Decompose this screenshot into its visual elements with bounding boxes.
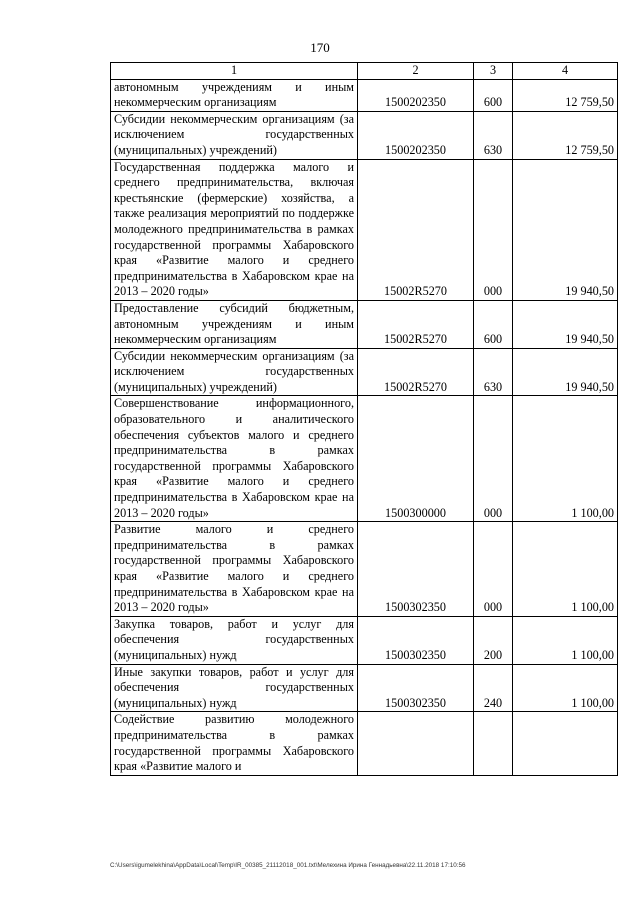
row-code: 1500202350 (358, 79, 474, 111)
row-vr: 200 (474, 616, 513, 664)
table-row (111, 300, 618, 348)
page-number: 170 (310, 40, 330, 55)
row-code: 15002R5270 (358, 159, 474, 300)
row-name: Субсидии некоммерческим организациям (за исключением государственных (муниципальных) учреждений) (111, 111, 358, 159)
row-amount: 19 940,50 (513, 159, 618, 300)
column-header-code: 2 (358, 63, 474, 80)
table-row (111, 111, 618, 159)
row-name: Государственная поддержка малого и среднего предпринимательства, включая крестьянские (фермерские) хозяйства, а также реализация мероприятий по поддержке молодежного предпринимательства в рамках государственной программы Хабаровского края «Развитие малого и среднего предпринимательства в Хабаровском крае на 2013 – 2020 годы» (111, 159, 358, 300)
table-header-row (111, 63, 618, 80)
row-name: Предоставление субсидий бюджетным, автономным учреждениям и иным некоммерческим организациям (111, 300, 358, 348)
table-row (111, 79, 618, 111)
column-header-amount: 4 (513, 63, 618, 80)
row-name: Закупка товаров, работ и услуг для обеспечения государственных (муниципальных) нужд (111, 616, 358, 664)
row-code: 15002R5270 (358, 300, 474, 348)
row-vr: 000 (474, 522, 513, 617)
row-amount: 1 100,00 (513, 664, 618, 712)
table-row (111, 664, 618, 712)
table-row (111, 712, 618, 775)
row-vr (474, 712, 513, 775)
row-name: Иные закупки товаров, работ и услуг для обеспечения государственных (муниципальных) нужд (111, 664, 358, 712)
row-amount: 1 100,00 (513, 396, 618, 522)
table-row (111, 348, 618, 396)
row-amount (513, 712, 618, 775)
row-vr: 630 (474, 348, 513, 396)
row-amount: 19 940,50 (513, 300, 618, 348)
row-code: 1500300000 (358, 396, 474, 522)
row-amount: 1 100,00 (513, 522, 618, 617)
table-row (111, 396, 618, 522)
row-name: Содействие развитию молодежного предпринимательства в рамках государственной программы Хабаровского края «Развитие малого и (111, 712, 358, 775)
row-name: автономным учреждениям и иным некоммерческим организациям (111, 79, 358, 111)
row-name: Субсидии некоммерческим организациям (за исключением государственных (муниципальных) учреждений) (111, 348, 358, 396)
row-amount: 19 940,50 (513, 348, 618, 396)
row-vr: 600 (474, 79, 513, 111)
table-row (111, 522, 618, 617)
row-code (358, 712, 474, 775)
row-name: Развитие малого и среднего предпринимательства в рамках государственной программы Хабаровского края «Развитие малого и среднего предпринимательства в Хабаровском крае на 2013 – 2020 годы» (111, 522, 358, 617)
row-code: 1500302350 (358, 664, 474, 712)
row-vr: 240 (474, 664, 513, 712)
document-footer-path: C:\Users\igumelekhina\AppData\Local\Temp\IR_00385_21112018_001.txt\Мелехина Ирина Геннадьевна\22.11.2018 17:10:56 (110, 862, 466, 869)
row-amount: 12 759,50 (513, 79, 618, 111)
row-vr: 600 (474, 300, 513, 348)
row-vr: 000 (474, 396, 513, 522)
row-amount: 1 100,00 (513, 616, 618, 664)
row-name: Совершенствование информационного, образовательного и аналитического обеспечения субъектов малого и среднего предпринимательства в рамках государственной программы Хабаровского края «Развитие малого и среднего предпринимательства в Хабаровском крае на 2013 – 2020 годы» (111, 396, 358, 522)
row-vr: 000 (474, 159, 513, 300)
row-code: 15002R5270 (358, 348, 474, 396)
table-row (111, 616, 618, 664)
row-code: 1500202350 (358, 111, 474, 159)
row-amount: 12 759,50 (513, 111, 618, 159)
budget-table (110, 62, 618, 776)
row-code: 1500302350 (358, 522, 474, 617)
column-header-name: 1 (111, 63, 358, 80)
row-code: 1500302350 (358, 616, 474, 664)
column-header-vr: 3 (474, 63, 513, 80)
table-row (111, 159, 618, 300)
row-vr: 630 (474, 111, 513, 159)
